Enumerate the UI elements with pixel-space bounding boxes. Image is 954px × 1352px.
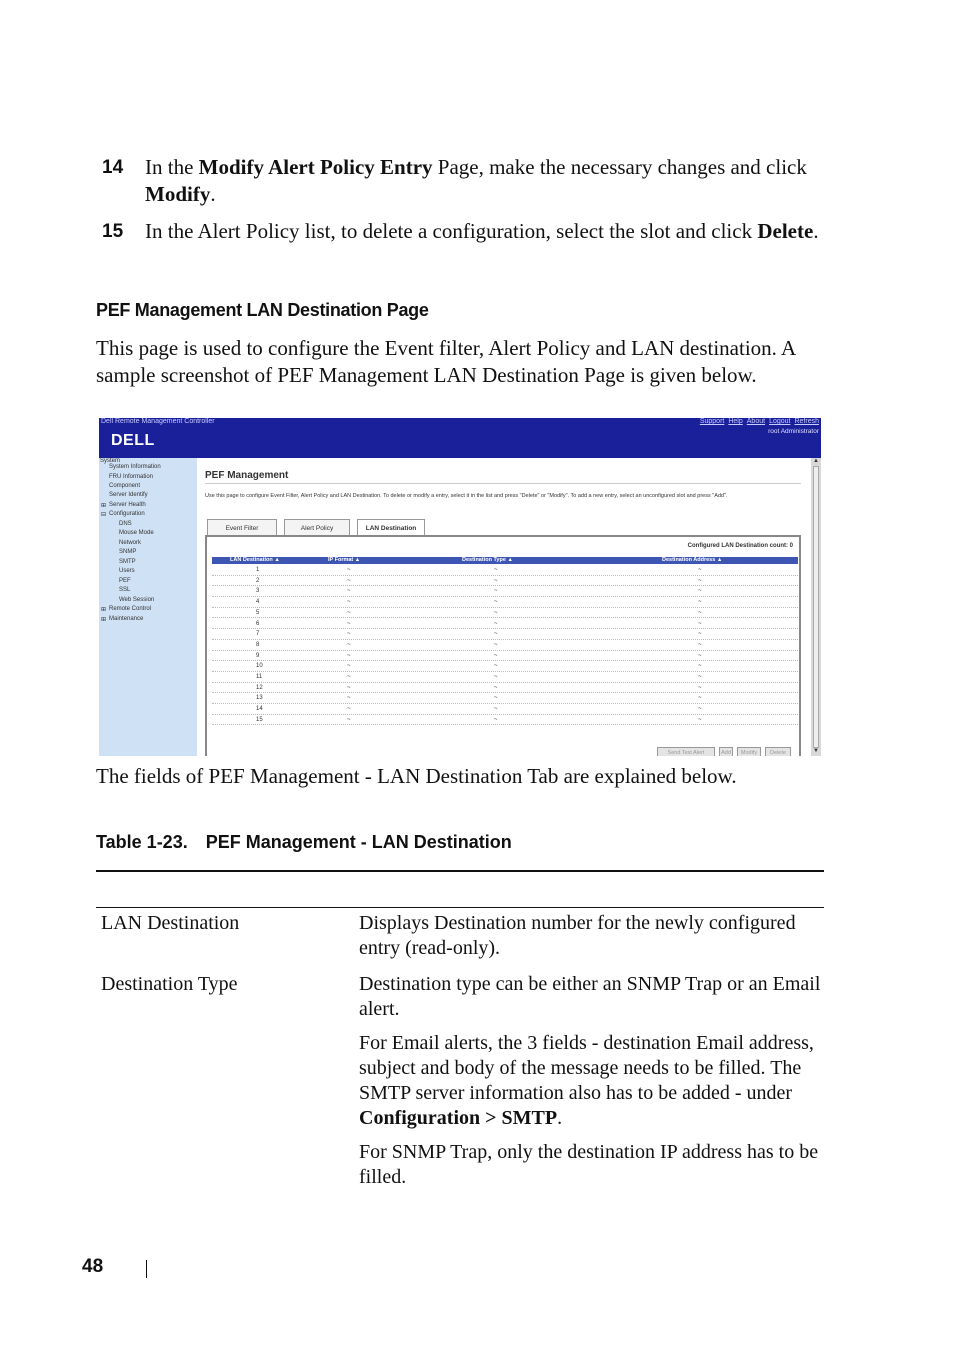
empty-cell: ~ <box>698 674 702 680</box>
row-number: 6 <box>256 620 260 627</box>
sort-icon: ▲ <box>354 557 361 563</box>
empty-cell: ~ <box>494 599 498 606</box>
empty-cell: ~ <box>698 577 702 584</box>
nav-item-system[interactable]: System <box>100 458 121 464</box>
nav-item-server-health[interactable]: Server Health <box>109 502 146 508</box>
step-number: 15 <box>102 221 124 242</box>
expand-icon[interactable]: ⊞ <box>101 607 107 613</box>
section-heading: PEF Management LAN Destination Page <box>96 300 429 320</box>
page-number: 48 <box>82 1256 104 1277</box>
user-label: root Administrator <box>768 428 819 435</box>
empty-cell: ~ <box>494 695 498 702</box>
nav-item-network[interactable]: Network <box>119 540 142 546</box>
row-number: 15 <box>256 716 263 723</box>
table-row[interactable] <box>212 693 798 704</box>
modify-button[interactable]: Modify <box>737 747 761 756</box>
tab-alert-policy[interactable]: Alert Policy <box>284 519 350 536</box>
intro-paragraph: This page is used to configure the Event filter, Alert Policy and LAN destination. A sample screenshot of PEF Management LAN Destination Page is given below. <box>96 336 796 387</box>
about-link[interactable]: About <box>746 418 766 425</box>
col-destination-address[interactable]: Destination Address ▲ <box>662 557 723 563</box>
empty-cell: ~ <box>494 588 498 595</box>
empty-cell: ~ <box>494 641 498 648</box>
row-number: 3 <box>256 588 260 595</box>
empty-cell: ~ <box>347 567 351 573</box>
tab-event-filter[interactable]: Event Filter <box>207 519 277 536</box>
table-row[interactable] <box>212 608 798 619</box>
dell-logo: DELL <box>111 432 155 449</box>
row-number: 14 <box>256 706 263 713</box>
add-button[interactable]: Add <box>719 747 733 756</box>
nav-item-fru-information[interactable]: FRU Information <box>109 474 154 480</box>
screenshot <box>99 418 821 756</box>
field-destination-type: Destination Type <box>101 973 238 995</box>
empty-cell: ~ <box>698 620 702 627</box>
empty-cell: ~ <box>698 609 702 616</box>
table-row[interactable] <box>212 683 798 694</box>
empty-cell: ~ <box>347 674 351 680</box>
step-text: In the Alert Policy list, to delete a configuration, select the slot and click Delete. <box>145 219 819 243</box>
row-number: 12 <box>256 684 263 691</box>
empty-cell: ~ <box>698 663 702 670</box>
empty-cell: ~ <box>698 631 702 638</box>
empty-cell: ~ <box>494 674 498 680</box>
scrollbar[interactable] <box>811 458 821 756</box>
pef-page-title: PEF Management <box>205 470 289 481</box>
row-number: 2 <box>256 577 260 584</box>
nav-item-smtp[interactable]: SMTP <box>119 559 136 565</box>
row-number: 1 <box>256 567 260 573</box>
empty-cell: ~ <box>698 599 702 606</box>
help-link[interactable]: Help <box>728 418 743 425</box>
empty-cell: ~ <box>347 684 351 691</box>
empty-cell: ~ <box>698 588 702 595</box>
col-destination-type[interactable]: Destination Type ▲ <box>462 557 513 563</box>
window-title: Dell Remote Management Controller <box>101 418 215 425</box>
empty-cell: ~ <box>494 609 498 616</box>
step-number: 14 <box>102 157 124 178</box>
row-number: 9 <box>256 652 260 659</box>
empty-cell: ~ <box>494 652 498 659</box>
empty-cell: ~ <box>347 609 351 616</box>
nav-item-system-information[interactable]: System Information <box>109 464 161 470</box>
table-row[interactable] <box>212 640 798 651</box>
header-bar <box>99 418 821 458</box>
table-row[interactable] <box>212 661 798 672</box>
logout-link[interactable]: Logout <box>769 418 791 425</box>
collapse-icon[interactable]: ⊟ <box>101 512 107 518</box>
table-row[interactable] <box>212 629 798 640</box>
refresh-link[interactable]: Refresh <box>794 418 819 425</box>
empty-cell: ~ <box>698 706 702 713</box>
empty-cell: ~ <box>347 620 351 627</box>
step-text: In the Modify Alert Policy Entry Page, make the necessary changes and click Modify. <box>145 155 807 206</box>
row-number: 4 <box>256 599 260 606</box>
desc-destination-type-1: Destination type can be either an SNMP Trap or an Email alert. <box>359 973 821 1020</box>
row-number: 7 <box>256 631 260 638</box>
empty-cell: ~ <box>347 716 351 723</box>
empty-cell: ~ <box>698 652 702 659</box>
nav-item-ssl[interactable]: SSL <box>119 587 131 593</box>
empty-cell: ~ <box>347 588 351 595</box>
empty-cell: ~ <box>494 567 498 573</box>
empty-cell: ~ <box>347 577 351 584</box>
table-row[interactable] <box>212 586 798 597</box>
scroll-up-icon[interactable]: ▲ <box>813 458 819 464</box>
top-links <box>696 418 819 425</box>
table-row[interactable] <box>212 576 798 587</box>
desc-destination-type-2: For Email alerts, the 3 fields - destination Email address, subject and body of the message needs to be filled. The SMTP server information also has to be added - under Configuration > SMTP. <box>359 1032 814 1129</box>
empty-cell: ~ <box>494 577 498 584</box>
content-area <box>197 458 811 756</box>
nav-item-maintenance[interactable]: Maintenance <box>109 616 144 622</box>
col-lan-destination[interactable]: LAN Destination ▲ <box>230 557 280 563</box>
field-lan-destination: LAN Destination <box>101 912 240 934</box>
nav-tree <box>99 458 197 756</box>
table-row[interactable] <box>212 704 798 715</box>
empty-cell: ~ <box>494 631 498 638</box>
empty-cell: ~ <box>494 663 498 670</box>
table-top-rule <box>96 870 824 872</box>
scroll-down-icon[interactable]: ▼ <box>813 748 819 754</box>
sort-icon: ▲ <box>274 557 280 563</box>
desc-destination-type-3: For SNMP Trap, only the destination IP address has to be filled. <box>359 1141 819 1188</box>
empty-cell: ~ <box>347 599 351 606</box>
delete-button[interactable]: Delete <box>765 747 791 756</box>
empty-cell: ~ <box>494 706 498 713</box>
empty-cell: ~ <box>347 631 351 638</box>
desc-lan-destination: Displays Destination number for the newly configured entry (read-only). <box>359 912 796 959</box>
table-row[interactable] <box>212 597 798 608</box>
empty-cell: ~ <box>698 695 702 702</box>
nav-item-configuration[interactable]: Configuration <box>109 511 145 517</box>
support-link[interactable]: Support <box>699 418 725 425</box>
fields-intro: The fields of PEF Management - LAN Destination Tab are explained below. <box>96 764 737 788</box>
nav-item-snmp[interactable]: SNMP <box>119 549 137 555</box>
row-number: 13 <box>256 695 263 702</box>
nav-item-users[interactable]: Users <box>119 568 135 574</box>
table-row[interactable] <box>212 715 798 726</box>
sort-icon: ▲ <box>716 557 723 563</box>
empty-cell: ~ <box>494 620 498 627</box>
expand-icon[interactable]: ⊞ <box>101 503 107 509</box>
divider <box>205 483 801 484</box>
empty-cell: ~ <box>347 706 351 713</box>
nav-item-remote-control[interactable]: Remote Control <box>109 606 152 612</box>
table-row[interactable] <box>212 565 798 576</box>
lan-destination-panel <box>205 535 801 756</box>
nav-item-server-identify[interactable]: Server Identify <box>109 492 148 498</box>
row-number: 10 <box>256 663 263 670</box>
tab-lan-destination[interactable]: LAN Destination <box>357 519 425 536</box>
footer-divider <box>146 1260 147 1278</box>
empty-cell: ~ <box>347 695 351 702</box>
send-test-alert-button[interactable]: Send Test Alert <box>657 747 715 756</box>
expand-icon[interactable]: ⊞ <box>101 617 107 623</box>
destination-count: Configured LAN Destination count: 0 <box>687 543 793 549</box>
row-number: 11 <box>256 674 263 680</box>
col-ip-format[interactable]: IP Format ▲ <box>328 557 361 563</box>
empty-cell: ~ <box>494 684 498 691</box>
sort-icon: ▲ <box>507 557 513 563</box>
empty-cell: ~ <box>347 663 351 670</box>
nav-item-component[interactable]: Component <box>109 483 141 489</box>
empty-cell: ~ <box>494 716 498 723</box>
table-row[interactable] <box>212 672 798 683</box>
empty-cell: ~ <box>698 684 702 691</box>
table-row[interactable] <box>212 651 798 662</box>
table-row[interactable] <box>212 619 798 630</box>
nav-item-pef[interactable]: PEF <box>119 578 131 584</box>
nav-item-mouse-mode[interactable]: Mouse Mode <box>119 530 154 536</box>
row-number: 5 <box>256 609 260 616</box>
empty-cell: ~ <box>347 641 351 648</box>
row-number: 8 <box>256 641 260 648</box>
table-header <box>212 557 798 564</box>
table-caption: Table 1-23. PEF Management - LAN Destination <box>96 832 512 852</box>
nav-item-dns[interactable]: DNS <box>119 521 132 527</box>
nav-item-web-session[interactable]: Web Session <box>119 597 155 603</box>
empty-cell: ~ <box>347 652 351 659</box>
table-header-rule <box>96 907 824 908</box>
pef-description: Use this page to configure Event Filter, Alert Policy and LAN Destination. To delete or modify a entry, select it in the list and press "Delete" or "Modify". To add a new entry, select an unconfigured slot and press "Add". <box>205 493 728 499</box>
empty-cell: ~ <box>698 567 702 573</box>
empty-cell: ~ <box>698 641 702 648</box>
scroll-thumb[interactable] <box>813 466 819 748</box>
empty-cell: ~ <box>698 716 702 723</box>
